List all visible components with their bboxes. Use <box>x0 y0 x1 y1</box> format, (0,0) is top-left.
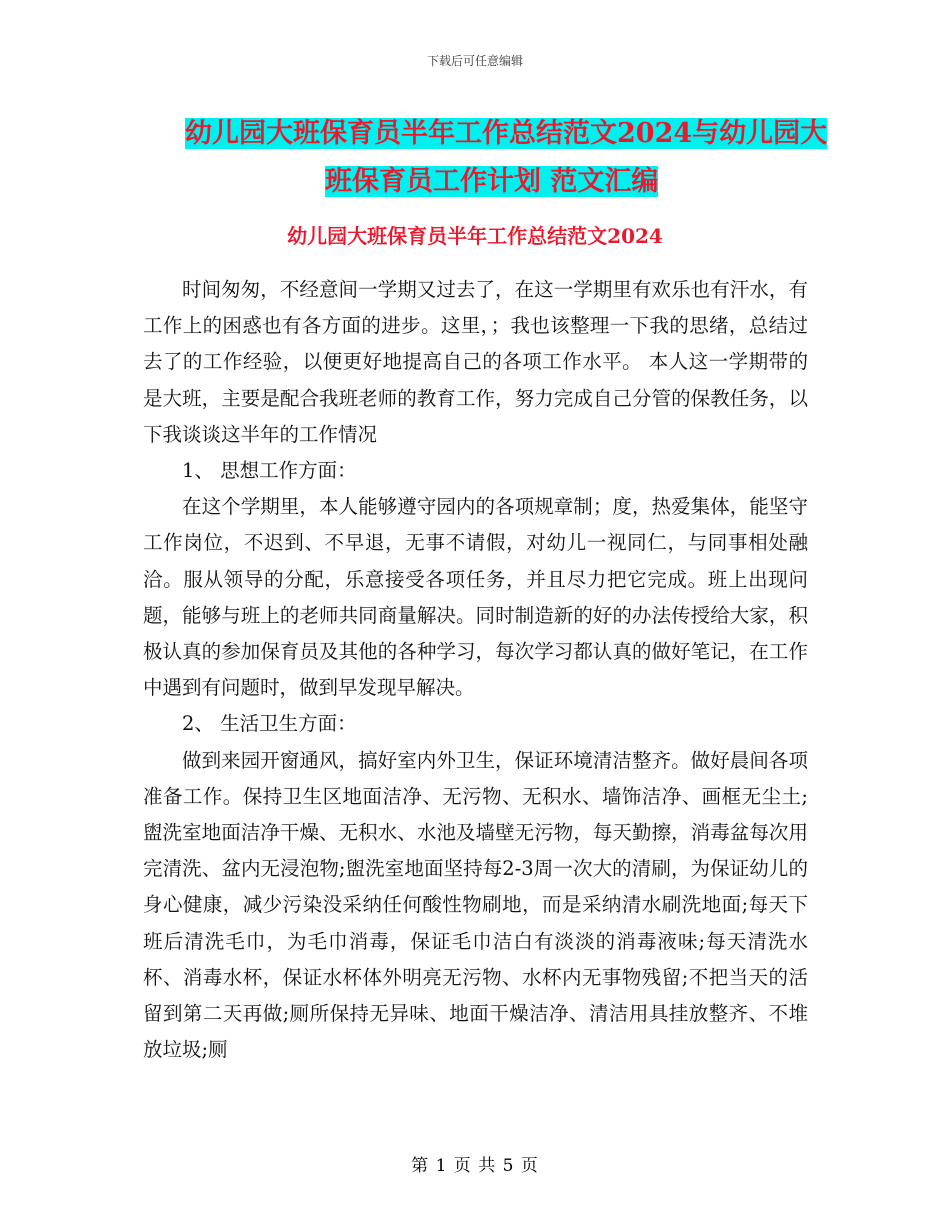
document-title-line-1 <box>185 110 828 158</box>
paragraph-hygiene: 做到来园开窗通风，搞好室内外卫生，保证环境清洁整齐。做好晨间各项准备工作。保持卫生区地面洁净、无污物、无积水、墙饰洁净、画框无尘土;盥洗室地面洁净干燥、无积水、水池及墙壁无污物，每天勤擦，消毒盆每次用完清洗、盆内无浸泡物;盥洗室地面坚持每2-3周一次大的清刷，为保证幼儿的身心健康，减少污染没采纳任何酸性物刷地，而是采纳清水刷洗地面;每天下班后清洗毛巾，为毛巾消毒，保证毛巾洁白有淡淡的消毒液味;每天清洗水杯、消毒水杯，保证水杯体外明亮无污物、水杯内无事物残留;不把当天的活留到第二天再做;厕所保持无异味、地面干燥洁净、清洁用具挂放整齐、不堆放垃圾;厕 <box>143 748 808 1062</box>
paragraph-intro: 时间匆匆，不经意间一学期又过去了，在这一学期里有欢乐也有汗水，有工作上的困惑也有各方面的进步。这里，；我也该整理一下我的思绪，总结过去了的工作经验，以便更好地提高自己的各项工作水平。 本人这一学期带的是大班，主要是配合我班老师的教育工作，努力完成自己分管的保教任务，以下我谈谈这半年的工作情况 <box>143 278 808 446</box>
paragraph-thought-work: 在这个学期里，本人能够遵守园内的各项规章制；度，热爱集体，能坚守工作岗位，不迟到、不早退，无事不请假，对幼儿一视同仁，与同事相处融洽。服从领导的分配，乐意接受各项任务，并且尽力把它完成。班上出现问题，能够与班上的老师共同商量解决。同时制造新的好的办法传授给大家，积极认真的参加保育员及其他的各种学习，每次学习都认真的做好笔记，在工作中遇到有问题时，做到早发现早解决。 <box>143 495 808 700</box>
section-title: 幼儿园大班保育员半年工作总结范文2024 <box>287 224 663 248</box>
heading-thought-work: 1、 思想工作方面： <box>182 459 357 483</box>
document-title <box>185 110 828 206</box>
page-number-footer: 第 1 页 共 5 页 <box>411 1156 539 1176</box>
document-title-highlight-2: 班保育员工作计划 范文汇编 <box>325 166 659 197</box>
page-header-note: 下载后可任意编辑 <box>426 54 523 68</box>
document-title-highlight-1: 幼儿园大班保育员半年工作总结范文2024与幼儿园大 <box>185 118 828 149</box>
heading-hygiene: 2、 生活卫生方面： <box>182 712 357 736</box>
document-body <box>143 272 808 1068</box>
document-title-line-2 <box>185 158 825 206</box>
